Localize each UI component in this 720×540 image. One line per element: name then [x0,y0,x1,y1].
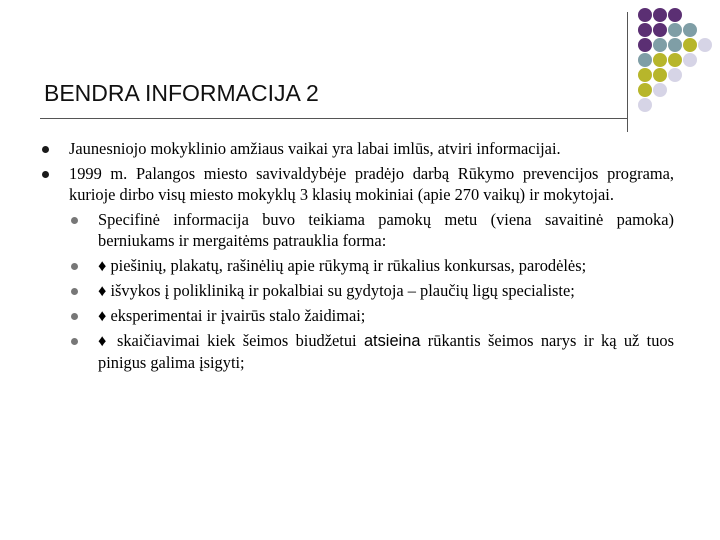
sub-bullet-item [42,330,674,373]
vertical-divider [627,12,628,132]
decorative-dot [683,23,697,37]
decorative-dot [668,53,682,67]
decorative-dot [638,53,652,67]
sub-bullet-item [42,209,674,251]
sub-bullet-text-before: ♦ skaičiavimai kiek šeimos biudžetui [98,331,364,350]
sub-bullet-text: Specifinė informacija buvo teikiama pamokų metu (viena savaitinė pamoka) berniukams ir mergaitėms patrauklia forma: [98,210,674,250]
decorative-dot-grid [638,8,720,118]
sub-bullet-text: ♦ piešinių, plakatų, rašinėlių apie rūkymą ir rūkalius konkursas, parodėlės; [98,256,587,275]
decorative-dot [668,8,682,22]
decorative-dot [638,8,652,22]
decorative-dot [683,38,697,52]
decorative-dot [638,83,652,97]
bullet-item [42,138,674,159]
decorative-dot [698,38,712,52]
sub-bullet-text-after: rūkantis šeimos narys ir ką už tuos pinigus galima įsigyti; [98,331,674,372]
sub-bullet-text: ♦ išvykos į polikliniką ir pokalbiai su gydytoja – plaučių ligų specialiste; [98,281,575,300]
decorative-dot [653,38,667,52]
bullet-text: Jaunesniojo mokyklinio amžiaus vaikai yra labai imlūs, atviri informacijai. [69,139,561,158]
sub-bullet-item [42,305,674,326]
bullet-icon [71,263,78,270]
bullet-icon [71,217,78,224]
decorative-dot [653,23,667,37]
decorative-dot [683,53,697,67]
sub-bullet-text: ♦ eksperimentai ir įvairūs stalo žaidimai; [98,306,366,325]
bullet-text: 1999 m. Palangos miesto savivaldybėje pradėjo darbą Rūkymo prevencijos programa, kurioje dirbo visų miesto mokyklų 3 klasių mokiniai (apie 270 vaikų) ir mokytojai. [69,164,674,204]
slide-content [42,138,674,377]
title-underline [40,118,628,119]
bullet-icon [71,288,78,295]
bullet-item [42,163,674,205]
bullet-icon [71,338,78,345]
decorative-dot [653,83,667,97]
decorative-dot [668,68,682,82]
decorative-dot [638,68,652,82]
slide-title: BENDRA INFORMACIJA 2 [44,80,319,106]
decorative-dot [638,38,652,52]
sub-bullet-item [42,255,674,276]
sub-bullet-highlight: atsieina [363,332,421,350]
bullet-icon [42,171,49,178]
decorative-dot [653,53,667,67]
decorative-dot [653,8,667,22]
bullet-icon [71,313,78,320]
decorative-dot [668,23,682,37]
decorative-dot [638,23,652,37]
decorative-dot [638,98,652,112]
decorative-dot [653,68,667,82]
decorative-dot [668,38,682,52]
bullet-icon [42,146,49,153]
sub-bullet-item [42,280,674,301]
